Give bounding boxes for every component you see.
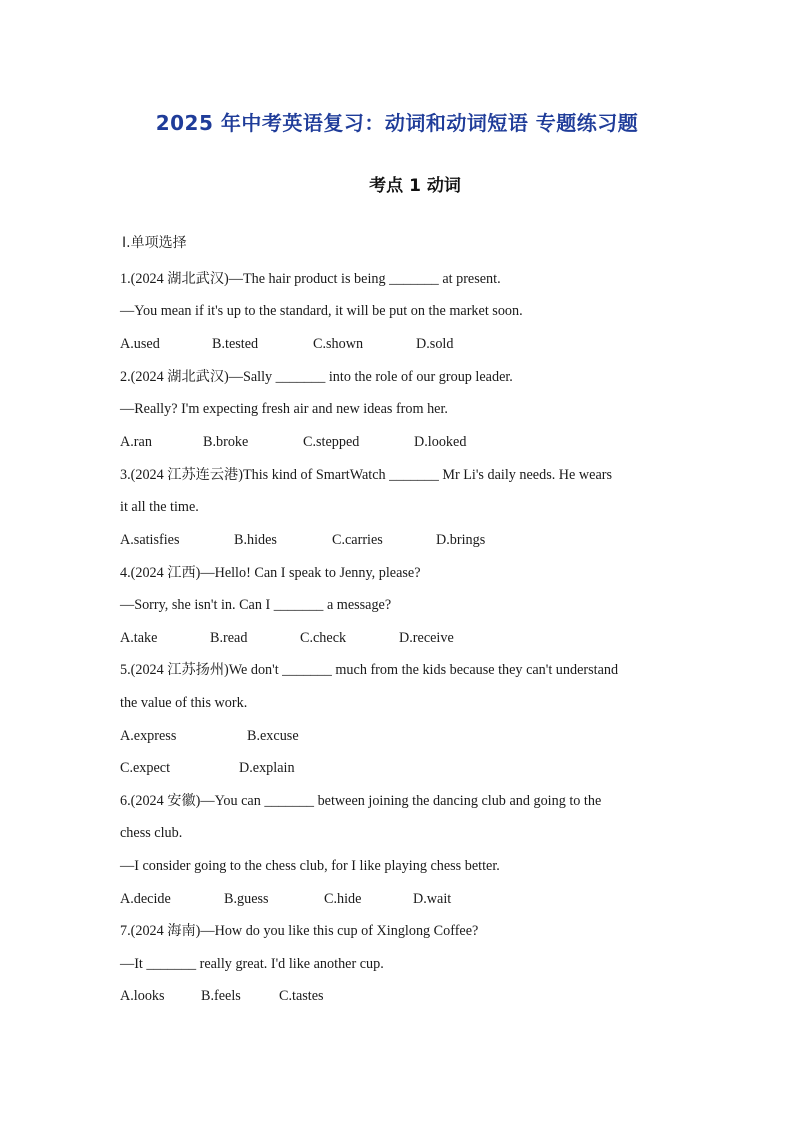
q5-option-c: C.expect xyxy=(120,760,171,776)
q4-stem: 4.(2024 江西)—Hello! Can I speak to Jenny, please? xyxy=(120,565,421,581)
q6-option-a: A.decide xyxy=(120,891,171,907)
q5-stem-line1: 5.(2024 江苏扬州)We don't _______ much from the kids because they can't understand xyxy=(120,662,619,678)
q4-option-a: A.take xyxy=(120,630,158,646)
document-title: 2025 年中考英语复习：动词和动词短语 专题练习题 xyxy=(155,111,639,135)
part-label: Ⅰ.单项选择 xyxy=(122,235,187,251)
q7-option-c: C.tastes xyxy=(279,988,324,1004)
q3-option-d: D.brings xyxy=(436,532,486,548)
q4-option-c: C.check xyxy=(300,630,347,646)
q2-stem: 2.(2024 湖北武汉)—Sally _______ into the role of our group leader. xyxy=(120,369,513,385)
q4-option-d: D.receive xyxy=(399,630,454,646)
q4-reply: —Sorry, she isn't in. Can I _______ a message? xyxy=(120,597,392,613)
q1-option-d: D.sold xyxy=(416,336,454,352)
q6-option-c: C.hide xyxy=(324,891,362,907)
q1-option-b: B.tested xyxy=(212,336,259,352)
q7-stem: 7.(2024 海南)—How do you like this cup of Xinglong Coffee? xyxy=(120,923,479,939)
q2-option-d: D.looked xyxy=(414,434,467,450)
q7-option-b: B.feels xyxy=(201,988,241,1004)
q2-option-c: C.stepped xyxy=(303,434,360,450)
q2-option-a: A.ran xyxy=(120,434,152,450)
q1-reply: —You mean if it's up to the standard, it will be put on the market soon. xyxy=(120,303,523,319)
q3-option-b: B.hides xyxy=(234,532,277,548)
q6-stem-line2: chess club. xyxy=(120,825,183,841)
section-heading: 考点 1 动词 xyxy=(369,176,461,196)
q5-option-b: B.excuse xyxy=(247,728,299,744)
q5-option-a: A.express xyxy=(120,728,177,744)
q1-stem: 1.(2024 湖北武汉)—The hair product is being _______ at present. xyxy=(120,271,501,287)
q6-option-d: D.wait xyxy=(413,891,452,907)
q2-option-b: B.broke xyxy=(203,434,249,450)
q6-option-b: B.guess xyxy=(224,891,269,907)
q1-option-c: C.shown xyxy=(313,336,364,352)
q3-stem-line2: it all the time. xyxy=(120,499,199,515)
q2-reply: —Really? I'm expecting fresh air and new ideas from her. xyxy=(120,401,448,417)
q6-reply: —I consider going to the chess club, for I like playing chess better. xyxy=(120,858,500,874)
q5-option-d: D.explain xyxy=(239,760,295,776)
q6-stem-line1: 6.(2024 安徽)—You can _______ between joining the dancing club and going to the xyxy=(120,793,602,809)
q1-option-a: A.used xyxy=(120,336,160,352)
q7-reply: —It _______ really great. I'd like another cup. xyxy=(120,956,384,972)
q5-stem-line2: the value of this work. xyxy=(120,695,248,711)
q3-stem-line1: 3.(2024 江苏连云港)This kind of SmartWatch _______ Mr Li's daily needs. He wears xyxy=(120,467,612,483)
q4-option-b: B.read xyxy=(210,630,248,646)
q7-option-a: A.looks xyxy=(120,988,165,1004)
q3-option-a: A.satisfies xyxy=(120,532,180,548)
q3-option-c: C.carries xyxy=(332,532,383,548)
